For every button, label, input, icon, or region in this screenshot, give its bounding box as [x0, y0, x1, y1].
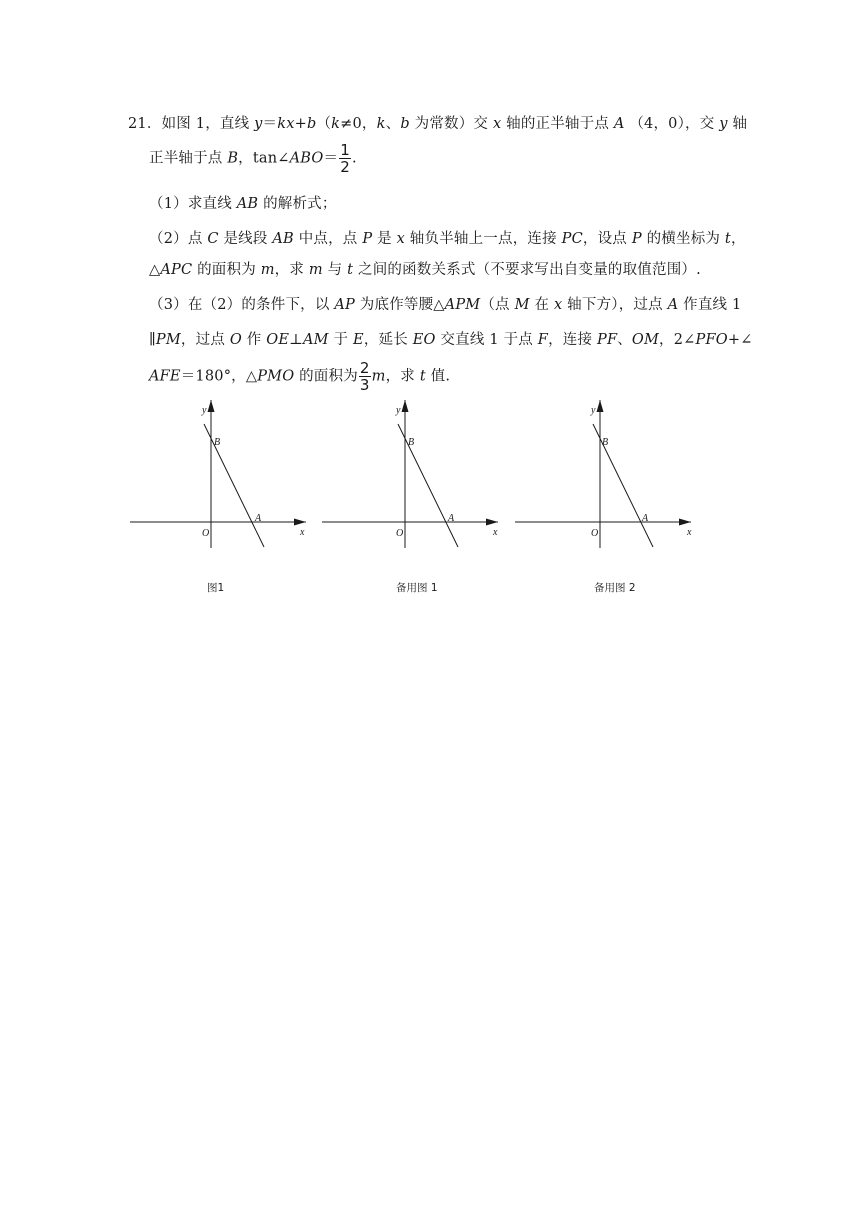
origin-label: O: [202, 528, 210, 539]
line-ab: [204, 424, 264, 547]
coordinate-graph-1: [130, 398, 310, 548]
part-2-line-1: （2）点 C 是线段 AB 中点，点 P 是 x 轴负半轴上一点，连接 PC，设点 P 的横坐标为 t，: [149, 231, 746, 247]
part-3-line-3: AFE＝180°，△PMO 的面积为 $\frac{2}{3}$ m，求 t 值.: [149, 359, 451, 394]
y-axis-label: y: [396, 405, 401, 416]
point-b-label: B: [408, 437, 415, 448]
coordinate-graph-3: [515, 398, 695, 548]
figure-3: [515, 398, 695, 548]
point-b-label: B: [602, 437, 609, 448]
point-a-label: A: [255, 513, 262, 524]
y-axis-arrow: [597, 400, 604, 412]
y-axis-label: y: [591, 405, 596, 416]
figure-3-caption: 备用图 2: [594, 582, 636, 594]
y-axis-arrow: [208, 400, 215, 412]
x-axis-arrow: [486, 519, 498, 526]
part-2-line-2: △APC 的面积为 m，求 m 与 t 之间的函数关系式（不要求写出自变量的取值范围）.: [149, 262, 701, 278]
point-a-label: A: [642, 513, 649, 524]
x-axis-label: x: [300, 527, 305, 538]
x-axis-label: x: [493, 527, 498, 538]
figure-1: [130, 398, 310, 548]
y-axis-arrow: [402, 400, 409, 412]
figure-2: [322, 398, 502, 548]
fraction-two-thirds: $\frac{2}{3}$: [359, 359, 370, 394]
x-axis-arrow: [679, 519, 691, 526]
origin-label: O: [396, 528, 404, 539]
point-a-label: A: [448, 513, 455, 524]
y-axis-label: y: [202, 405, 207, 416]
part-1: （1）求直线 AB 的解析式；: [149, 196, 337, 212]
origin-label: O: [591, 528, 599, 539]
part-3-line-2: ∥PM，过点 O 作 OE⊥AM 于 E，延长 EO 交直线 1 于点 F，连接 PF、OM，2∠PFO+∠: [149, 332, 753, 348]
fraction-one-half: $\frac{1}{2}$: [340, 141, 350, 176]
problem-number: 21．: [128, 116, 162, 132]
coordinate-graph-2: [322, 398, 502, 548]
problem-line-1: 21．如图 1，直线 y＝kx+b（k≠0，k、b 为常数）交 x 轴的正半轴于点 A （4，0），交 y 轴: [128, 116, 748, 132]
part-3-line-1: （3）在（2）的条件下，以 AP 为底作等腰△APM（点 M 在 x 轴下方），过点 A 作直线 1: [149, 297, 742, 313]
figure-2-caption: 备用图 1: [396, 582, 438, 594]
x-axis-label: x: [687, 527, 692, 538]
point-b-label: B: [214, 437, 221, 448]
problem-line-2: 正半轴于点 B，tan∠ABO＝ $\frac{1}{2}$ .: [149, 141, 357, 176]
figure-1-caption: 图1: [207, 582, 225, 594]
line-ab: [398, 424, 458, 547]
x-axis-arrow: [294, 519, 306, 526]
